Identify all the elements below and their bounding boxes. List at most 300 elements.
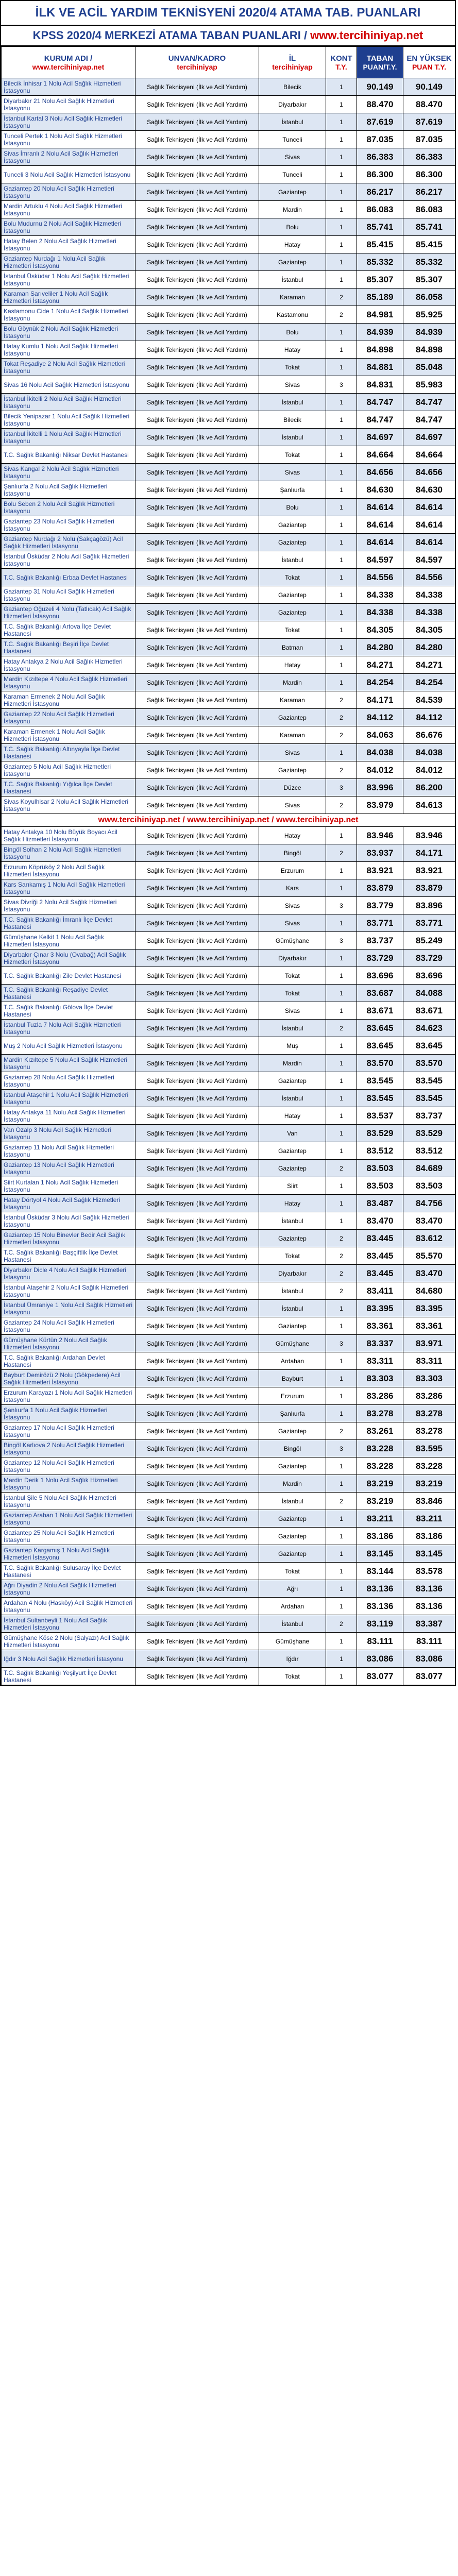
cell-kurum: T.C. Sağlık Bakanlığı Ardahan Devlet Hastanesi (2, 1352, 135, 1370)
cell-enyuksek: 84.254 (403, 674, 455, 691)
cell-kurum: Bingöl Karlıova 2 Nolu Acil Sağlık Hizmetleri İstasyonu (2, 1440, 135, 1458)
cell-il: Tokat (259, 967, 326, 985)
cell-unvan: Sağlık Teknisyeni (İlk ve Acil Yardım) (135, 253, 259, 271)
cell-kont: 3 (326, 1440, 357, 1458)
cell-enyuksek: 83.387 (403, 1615, 455, 1633)
cell-kurum: Gaziantep 17 Nolu Acil Sağlık Hizmetleri İstasyonu (2, 1422, 135, 1440)
cell-kurum: Diyarbakır Çınar 3 Nolu (Ovabağ) Acil Sağlık Hizmetleri İstasyonu (2, 950, 135, 967)
cell-il: Tokat (259, 1668, 326, 1685)
cell-il: İstanbul (259, 1090, 326, 1107)
cell-enyuksek: 84.614 (403, 499, 455, 516)
cell-kurum: Gaziantep Araban 1 Nolu Acil Sağlık Hizmetleri İstasyonu (2, 1510, 135, 1528)
cell-unvan: Sağlık Teknisyeni (İlk ve Acil Yardım) (135, 744, 259, 761)
cell-unvan: Sağlık Teknisyeni (İlk ve Acil Yardım) (135, 639, 259, 656)
cell-taban: 83.545 (357, 1090, 403, 1107)
table-row (2, 429, 455, 446)
cell-taban: 87.035 (357, 131, 403, 148)
separator-text: www.tercihiniyap.net / www.tercihiniyap.net / www.tercihiniyap.net (2, 814, 455, 827)
table-row (2, 446, 455, 464)
cell-enyuksek: 83.578 (403, 1563, 455, 1580)
cell-kont: 2 (326, 844, 357, 862)
cell-kont: 2 (326, 1493, 357, 1510)
cell-il: Karaman (259, 726, 326, 744)
cell-unvan: Sağlık Teknisyeni (İlk ve Acil Yardım) (135, 1037, 259, 1055)
table-row (2, 201, 455, 218)
column-header-unvan: UNVAN/KADRO tercihiniyap (135, 47, 259, 78)
table-row (2, 253, 455, 271)
cell-kurum: İstanbul Şile 5 Nolu Acil Sağlık Hizmetleri İstasyonu (2, 1493, 135, 1510)
table-row (2, 148, 455, 166)
cell-unvan: Sağlık Teknisyeni (İlk ve Acil Yardım) (135, 1528, 259, 1545)
cell-enyuksek: 83.570 (403, 1055, 455, 1072)
cell-unvan: Sağlık Teknisyeni (İlk ve Acil Yardım) (135, 1475, 259, 1493)
cell-il: Gümüşhane (259, 1335, 326, 1352)
cell-taban: 84.664 (357, 446, 403, 464)
cell-unvan: Sağlık Teknisyeni (İlk ve Acil Yardım) (135, 1090, 259, 1107)
cell-il: Sivas (259, 897, 326, 914)
cell-kurum: Van Özalp 3 Nolu Acil Sağlık Hizmetleri İstasyonu (2, 1125, 135, 1142)
cell-enyuksek: 83.086 (403, 1650, 455, 1668)
cell-il: Bingöl (259, 844, 326, 862)
cell-il: Van (259, 1125, 326, 1142)
cell-il: Hatay (259, 1107, 326, 1125)
table-row (2, 1055, 455, 1072)
table-row (2, 604, 455, 621)
cell-kurum: Muş 2 Nolu Acil Sağlık Hizmetleri İstasyonu (2, 1037, 135, 1055)
cell-kurum: Bilecik Yenipazar 1 Nolu Acil Sağlık Hizmetleri İstasyonu (2, 411, 135, 429)
cell-il: Gaziantep (259, 1317, 326, 1335)
cell-kont: 2 (326, 306, 357, 324)
cell-kurum: T.C. Sağlık Bakanlığı Zile Devlet Hastanesi (2, 967, 135, 985)
cell-il: İstanbul (259, 1282, 326, 1300)
cell-kurum: Karaman Sarıveliler 1 Nolu Acil Sağlık Hizmetleri İstasyonu (2, 289, 135, 306)
cell-taban: 84.614 (357, 516, 403, 534)
cell-kurum: Gaziantep 25 Nolu Acil Sağlık Hizmetleri İstasyonu (2, 1528, 135, 1545)
cell-enyuksek: 84.280 (403, 639, 455, 656)
cell-unvan: Sağlık Teknisyeni (İlk ve Acil Yardım) (135, 394, 259, 411)
cell-kurum: İstanbul Kartal 3 Nolu Acil Sağlık Hizmetleri İstasyonu (2, 113, 135, 131)
cell-taban: 83.503 (357, 1160, 403, 1177)
cell-enyuksek: 86.300 (403, 166, 455, 183)
cell-kont: 1 (326, 499, 357, 516)
cell-taban: 83.696 (357, 967, 403, 985)
cell-enyuksek: 83.545 (403, 1090, 455, 1107)
table-row (2, 1037, 455, 1055)
cell-unvan: Sağlık Teknisyeni (İlk ve Acil Yardım) (135, 1545, 259, 1563)
cell-kont: 2 (326, 796, 357, 814)
cell-kurum: İstanbul İkitelli 1 Nolu Acil Sağlık Hizmetleri İstasyonu (2, 429, 135, 446)
cell-enyuksek: 83.278 (403, 1422, 455, 1440)
cell-taban: 84.656 (357, 464, 403, 481)
cell-unvan: Sağlık Teknisyeni (İlk ve Acil Yardım) (135, 985, 259, 1002)
cell-unvan: Sağlık Teknisyeni (İlk ve Acil Yardım) (135, 1212, 259, 1230)
cell-kont: 1 (326, 985, 357, 1002)
cell-taban: 84.254 (357, 674, 403, 691)
cell-kont: 2 (326, 709, 357, 726)
cell-kont: 1 (326, 1125, 357, 1142)
cell-enyuksek: 83.228 (403, 1458, 455, 1475)
cell-unvan: Sağlık Teknisyeni (İlk ve Acil Yardım) (135, 1563, 259, 1580)
cell-taban: 83.470 (357, 1212, 403, 1230)
cell-kont: 1 (326, 1055, 357, 1072)
cell-kont: 1 (326, 1300, 357, 1317)
cell-enyuksek: 84.630 (403, 481, 455, 499)
cell-kont: 1 (326, 166, 357, 183)
cell-taban: 83.671 (357, 1002, 403, 1020)
cell-unvan: Sağlık Teknisyeni (İlk ve Acil Yardım) (135, 1160, 259, 1177)
cell-unvan: Sağlık Teknisyeni (İlk ve Acil Yardım) (135, 411, 259, 429)
cell-kont: 3 (326, 897, 357, 914)
cell-il: İstanbul (259, 1020, 326, 1037)
cell-enyuksek: 84.271 (403, 656, 455, 674)
cell-enyuksek: 85.741 (403, 218, 455, 236)
cell-taban: 83.445 (357, 1265, 403, 1282)
table-row (2, 1405, 455, 1422)
cell-taban: 90.149 (357, 78, 403, 96)
table-row (2, 1142, 455, 1160)
cell-il: Gaziantep (259, 1545, 326, 1563)
cell-taban: 83.645 (357, 1037, 403, 1055)
cell-kurum: Hatay Kumlu 1 Nolu Acil Sağlık Hizmetleri İstasyonu (2, 341, 135, 359)
cell-taban: 86.217 (357, 183, 403, 201)
table-row (2, 744, 455, 761)
cell-enyuksek: 85.249 (403, 932, 455, 950)
cell-kont: 1 (326, 201, 357, 218)
cell-enyuksek: 84.697 (403, 429, 455, 446)
table-row (2, 376, 455, 394)
cell-kurum: Mardin Derik 1 Nolu Acil Sağlık Hizmetleri İstasyonu (2, 1475, 135, 1493)
cell-enyuksek: 83.077 (403, 1668, 455, 1685)
cell-kurum: Karaman Ermenek 2 Nolu Acil Sağlık Hizmetleri İstasyonu (2, 691, 135, 709)
cell-kurum: Şanlıurfa 2 Nolu Acil Sağlık Hizmetleri İstasyonu (2, 481, 135, 499)
cell-kont: 1 (326, 1002, 357, 1020)
cell-unvan: Sağlık Teknisyeni (İlk ve Acil Yardım) (135, 148, 259, 166)
cell-il: Iğdır (259, 1650, 326, 1668)
cell-kont: 1 (326, 411, 357, 429)
table-row (2, 1598, 455, 1615)
cell-enyuksek: 84.338 (403, 604, 455, 621)
cell-enyuksek: 84.112 (403, 709, 455, 726)
table-row (2, 691, 455, 709)
cell-unvan: Sağlık Teknisyeni (İlk ve Acil Yardım) (135, 1142, 259, 1160)
cell-unvan: Sağlık Teknisyeni (İlk ve Acil Yardım) (135, 78, 259, 96)
cell-taban: 83.219 (357, 1493, 403, 1510)
cell-unvan: Sağlık Teknisyeni (İlk ve Acil Yardım) (135, 1072, 259, 1090)
cell-il: İstanbul (259, 1493, 326, 1510)
cell-unvan: Sağlık Teknisyeni (İlk ve Acil Yardım) (135, 827, 259, 844)
cell-unvan: Sağlık Teknisyeni (İlk ve Acil Yardım) (135, 656, 259, 674)
cell-enyuksek: 83.470 (403, 1212, 455, 1230)
cell-taban: 83.512 (357, 1142, 403, 1160)
cell-enyuksek: 83.612 (403, 1230, 455, 1247)
table-row (2, 1160, 455, 1177)
table-row (2, 950, 455, 967)
cell-kont: 1 (326, 1633, 357, 1650)
cell-enyuksek: 84.614 (403, 516, 455, 534)
cell-il: Ağrı (259, 1580, 326, 1598)
cell-unvan: Sağlık Teknisyeni (İlk ve Acil Yardım) (135, 1405, 259, 1422)
table-row (2, 289, 455, 306)
cell-taban: 85.189 (357, 289, 403, 306)
cell-il: İstanbul (259, 1212, 326, 1230)
cell-kont: 1 (326, 1510, 357, 1528)
cell-taban: 84.012 (357, 761, 403, 779)
cell-enyuksek: 83.846 (403, 1493, 455, 1510)
cell-kurum: Gaziantep 28 Nolu Acil Sağlık Hizmetleri İstasyonu (2, 1072, 135, 1090)
cell-kont: 3 (326, 376, 357, 394)
cell-taban: 83.228 (357, 1458, 403, 1475)
subtitle-site-link[interactable]: www.tercihiniyap.net (310, 29, 423, 42)
page-subtitle (1, 26, 455, 46)
cell-kont: 1 (326, 1177, 357, 1195)
cell-il: Sivas (259, 796, 326, 814)
cell-unvan: Sağlık Teknisyeni (İlk ve Acil Yardım) (135, 271, 259, 289)
cell-kont: 1 (326, 586, 357, 604)
cell-kont: 1 (326, 744, 357, 761)
cell-il: Gaziantep (259, 1072, 326, 1090)
cell-il: İstanbul (259, 551, 326, 569)
cell-il: Gümüşhane (259, 1633, 326, 1650)
cell-kont: 1 (326, 1072, 357, 1090)
cell-unvan: Sağlık Teknisyeni (İlk ve Acil Yardım) (135, 950, 259, 967)
cell-kont: 1 (326, 1650, 357, 1668)
cell-kurum: Hatay Antakya 2 Nolu Acil Sağlık Hizmetleri İstasyonu (2, 656, 135, 674)
cell-kont: 1 (326, 534, 357, 551)
cell-taban: 84.831 (357, 376, 403, 394)
cell-taban: 85.415 (357, 236, 403, 253)
cell-unvan: Sağlık Teknisyeni (İlk ve Acil Yardım) (135, 1352, 259, 1370)
cell-taban: 84.305 (357, 621, 403, 639)
table-header-row (2, 47, 455, 78)
cell-enyuksek: 84.088 (403, 985, 455, 1002)
cell-kurum: İstanbul Ümraniye 1 Nolu Acil Sağlık Hizmetleri İstasyonu (2, 1300, 135, 1317)
cell-taban: 85.307 (357, 271, 403, 289)
cell-taban: 84.630 (357, 481, 403, 499)
cell-unvan: Sağlık Teknisyeni (İlk ve Acil Yardım) (135, 1615, 259, 1633)
table-row (2, 218, 455, 236)
cell-unvan: Sağlık Teknisyeni (İlk ve Acil Yardım) (135, 166, 259, 183)
cell-kurum: Gaziantep Nurdağı 1 Nolu Acil Sağlık Hizmetleri İstasyonu (2, 253, 135, 271)
cell-unvan: Sağlık Teknisyeni (İlk ve Acil Yardım) (135, 1230, 259, 1247)
cell-kurum: İstanbul Ataşehir 1 Nolu Acil Sağlık Hizmetleri İstasyonu (2, 1090, 135, 1107)
cell-kurum: Şanlıurfa 1 Nolu Acil Sağlık Hizmetleri İstasyonu (2, 1405, 135, 1422)
cell-enyuksek: 84.539 (403, 691, 455, 709)
cell-enyuksek: 86.676 (403, 726, 455, 744)
cell-enyuksek: 83.545 (403, 1072, 455, 1090)
cell-taban: 83.537 (357, 1107, 403, 1125)
cell-enyuksek: 83.219 (403, 1475, 455, 1493)
cell-enyuksek: 83.111 (403, 1633, 455, 1650)
cell-kont: 2 (326, 1160, 357, 1177)
cell-unvan: Sağlık Teknisyeni (İlk ve Acil Yardım) (135, 1493, 259, 1510)
cell-il: Ardahan (259, 1598, 326, 1615)
cell-kurum: Gaziantep Nurdağı 2 Nolu (Sakçagözü) Acil Sağlık Hizmetleri İstasyonu (2, 534, 135, 551)
cell-unvan: Sağlık Teknisyeni (İlk ve Acil Yardım) (135, 1650, 259, 1668)
cell-unvan: Sağlık Teknisyeni (İlk ve Acil Yardım) (135, 844, 259, 862)
cell-kurum: T.C. Sağlık Bakanlığı Yeşilyurt İlçe Devlet Hastanesi (2, 1668, 135, 1685)
cell-unvan: Sağlık Teknisyeni (İlk ve Acil Yardım) (135, 376, 259, 394)
cell-enyuksek: 84.597 (403, 551, 455, 569)
cell-taban: 83.771 (357, 914, 403, 932)
cell-il: İstanbul (259, 1615, 326, 1633)
cell-unvan: Sağlık Teknisyeni (İlk ve Acil Yardım) (135, 1265, 259, 1282)
cell-kont: 2 (326, 1282, 357, 1300)
cell-unvan: Sağlık Teknisyeni (İlk ve Acil Yardım) (135, 1370, 259, 1387)
cell-unvan: Sağlık Teknisyeni (İlk ve Acil Yardım) (135, 359, 259, 376)
column-header-il: İL tercihiniyap (259, 47, 326, 78)
cell-kurum: T.C. Sağlık Bakanlığı Erbaa Devlet Hastanesi (2, 569, 135, 586)
cell-kont: 1 (326, 236, 357, 253)
cell-il: İstanbul (259, 271, 326, 289)
cell-unvan: Sağlık Teknisyeni (İlk ve Acil Yardım) (135, 306, 259, 324)
cell-unvan: Sağlık Teknisyeni (İlk ve Acil Yardım) (135, 1422, 259, 1440)
cell-kont: 1 (326, 516, 357, 534)
cell-kont: 1 (326, 569, 357, 586)
cell-il: Tunceli (259, 131, 326, 148)
cell-kont: 1 (326, 464, 357, 481)
cell-il: Hatay (259, 827, 326, 844)
cell-taban: 83.487 (357, 1195, 403, 1212)
table-row (2, 1650, 455, 1668)
cell-kont: 1 (326, 1528, 357, 1545)
cell-taban: 84.614 (357, 534, 403, 551)
cell-kurum: Mardin Kızıltepe 4 Nolu Acil Sağlık Hizmetleri İstasyonu (2, 674, 135, 691)
cell-taban: 83.086 (357, 1650, 403, 1668)
cell-taban: 86.300 (357, 166, 403, 183)
cell-il: Sivas (259, 464, 326, 481)
cell-kont: 1 (326, 341, 357, 359)
cell-il: Gaziantep (259, 1142, 326, 1160)
cell-il: Gaziantep (259, 1528, 326, 1545)
table-row (2, 481, 455, 499)
cell-enyuksek: 85.925 (403, 306, 455, 324)
cell-taban: 83.545 (357, 1072, 403, 1090)
table-row (2, 656, 455, 674)
cell-enyuksek: 88.470 (403, 96, 455, 113)
cell-il: Tokat (259, 359, 326, 376)
cell-kurum: Kastamonu Cide 1 Nolu Acil Sağlık Hizmetleri İstasyonu (2, 306, 135, 324)
table-row (2, 1212, 455, 1230)
cell-enyuksek: 83.879 (403, 879, 455, 897)
cell-kont: 1 (326, 1195, 357, 1212)
cell-enyuksek: 84.012 (403, 761, 455, 779)
cell-kont: 2 (326, 1020, 357, 1037)
cell-unvan: Sağlık Teknisyeni (İlk ve Acil Yardım) (135, 604, 259, 621)
cell-unvan: Sağlık Teknisyeni (İlk ve Acil Yardım) (135, 621, 259, 639)
table-row (2, 639, 455, 656)
cell-unvan: Sağlık Teknisyeni (İlk ve Acil Yardım) (135, 779, 259, 796)
cell-taban: 83.211 (357, 1510, 403, 1528)
cell-kurum: Iğdır 3 Nolu Acil Sağlık Hizmetleri İstasyonu (2, 1650, 135, 1668)
cell-kont: 1 (326, 827, 357, 844)
cell-enyuksek: 83.503 (403, 1177, 455, 1195)
cell-enyuksek: 83.186 (403, 1528, 455, 1545)
table-row (2, 985, 455, 1002)
cell-taban: 83.136 (357, 1580, 403, 1598)
cell-kurum: Gaziantep 11 Nolu Acil Sağlık Hizmetleri İstasyonu (2, 1142, 135, 1160)
cell-il: Erzurum (259, 862, 326, 879)
cell-enyuksek: 83.512 (403, 1142, 455, 1160)
cell-unvan: Sağlık Teknisyeni (İlk ve Acil Yardım) (135, 914, 259, 932)
cell-unvan: Sağlık Teknisyeni (İlk ve Acil Yardım) (135, 674, 259, 691)
cell-kont: 1 (326, 967, 357, 985)
cell-kont: 1 (326, 1405, 357, 1422)
cell-unvan: Sağlık Teknisyeni (İlk ve Acil Yardım) (135, 218, 259, 236)
cell-kurum: Gaziantep 22 Nolu Acil Sağlık Hizmetleri İstasyonu (2, 709, 135, 726)
cell-taban: 83.979 (357, 796, 403, 814)
cell-taban: 84.038 (357, 744, 403, 761)
cell-unvan: Sağlık Teknisyeni (İlk ve Acil Yardım) (135, 862, 259, 879)
cell-enyuksek: 83.645 (403, 1037, 455, 1055)
cell-il: Sivas (259, 914, 326, 932)
cell-unvan: Sağlık Teknisyeni (İlk ve Acil Yardım) (135, 1458, 259, 1475)
cell-unvan: Sağlık Teknisyeni (İlk ve Acil Yardım) (135, 761, 259, 779)
cell-taban: 83.395 (357, 1300, 403, 1317)
cell-taban: 83.077 (357, 1668, 403, 1685)
cell-unvan: Sağlık Teknisyeni (İlk ve Acil Yardım) (135, 897, 259, 914)
cell-kurum: İstanbul Üsküdar 2 Nolu Acil Sağlık Hizmetleri İstasyonu (2, 551, 135, 569)
cell-il: Gaziantep (259, 1510, 326, 1528)
cell-il: Bayburt (259, 1370, 326, 1387)
cell-kurum: Tunceli Pertek 1 Nolu Acil Sağlık Hizmetleri İstasyonu (2, 131, 135, 148)
cell-il: Mardin (259, 674, 326, 691)
table-row (2, 1580, 455, 1598)
cell-unvan: Sağlık Teknisyeni (İlk ve Acil Yardım) (135, 429, 259, 446)
cell-enyuksek: 83.136 (403, 1598, 455, 1615)
cell-unvan: Sağlık Teknisyeni (İlk ve Acil Yardım) (135, 1125, 259, 1142)
cell-taban: 83.729 (357, 950, 403, 967)
cell-enyuksek: 85.415 (403, 236, 455, 253)
cell-il: Gaziantep (259, 761, 326, 779)
cell-il: Bilecik (259, 411, 326, 429)
table-row (2, 1615, 455, 1633)
cell-il: Batman (259, 639, 326, 656)
cell-kurum: Gaziantep 12 Nolu Acil Sağlık Hizmetleri İstasyonu (2, 1458, 135, 1475)
cell-enyuksek: 83.737 (403, 1107, 455, 1125)
cell-taban: 83.445 (357, 1230, 403, 1247)
cell-kurum: Sivas 16 Nolu Acil Sağlık Hizmetleri İstasyonu (2, 376, 135, 394)
table-row (2, 674, 455, 691)
cell-kont: 1 (326, 78, 357, 96)
cell-taban: 84.171 (357, 691, 403, 709)
cell-kont: 1 (326, 1037, 357, 1055)
cell-taban: 84.614 (357, 499, 403, 516)
cell-kurum: Gaziantep 23 Nolu Acil Sağlık Hizmetleri İstasyonu (2, 516, 135, 534)
cell-enyuksek: 83.211 (403, 1510, 455, 1528)
cell-enyuksek: 84.556 (403, 569, 455, 586)
cell-kont: 1 (326, 446, 357, 464)
cell-enyuksek: 85.332 (403, 253, 455, 271)
cell-il: Sivas (259, 148, 326, 166)
table-row (2, 1072, 455, 1090)
cell-kont: 1 (326, 551, 357, 569)
cell-kurum: Erzurum Köprüköy 2 Nolu Acil Sağlık Hizmetleri İstasyonu (2, 862, 135, 879)
cell-taban: 84.597 (357, 551, 403, 569)
cell-kurum: Erzurum Karayazı 1 Nolu Acil Sağlık Hizmetleri İstasyonu (2, 1387, 135, 1405)
table-row (2, 1422, 455, 1440)
cell-kurum: Hatay Belen 2 Nolu Acil Sağlık Hizmetleri İstasyonu (2, 236, 135, 253)
cell-kont: 1 (326, 1475, 357, 1493)
cell-taban: 83.337 (357, 1335, 403, 1352)
cell-il: Gaziantep (259, 1458, 326, 1475)
cell-enyuksek: 83.529 (403, 1125, 455, 1142)
table-row (2, 862, 455, 879)
cell-kurum: Sivas Kangal 2 Nolu Acil Sağlık Hizmetleri İstasyonu (2, 464, 135, 481)
cell-kont: 1 (326, 324, 357, 341)
cell-kont: 1 (326, 1598, 357, 1615)
cell-unvan: Sağlık Teknisyeni (İlk ve Acil Yardım) (135, 131, 259, 148)
cell-kont: 1 (326, 1212, 357, 1230)
